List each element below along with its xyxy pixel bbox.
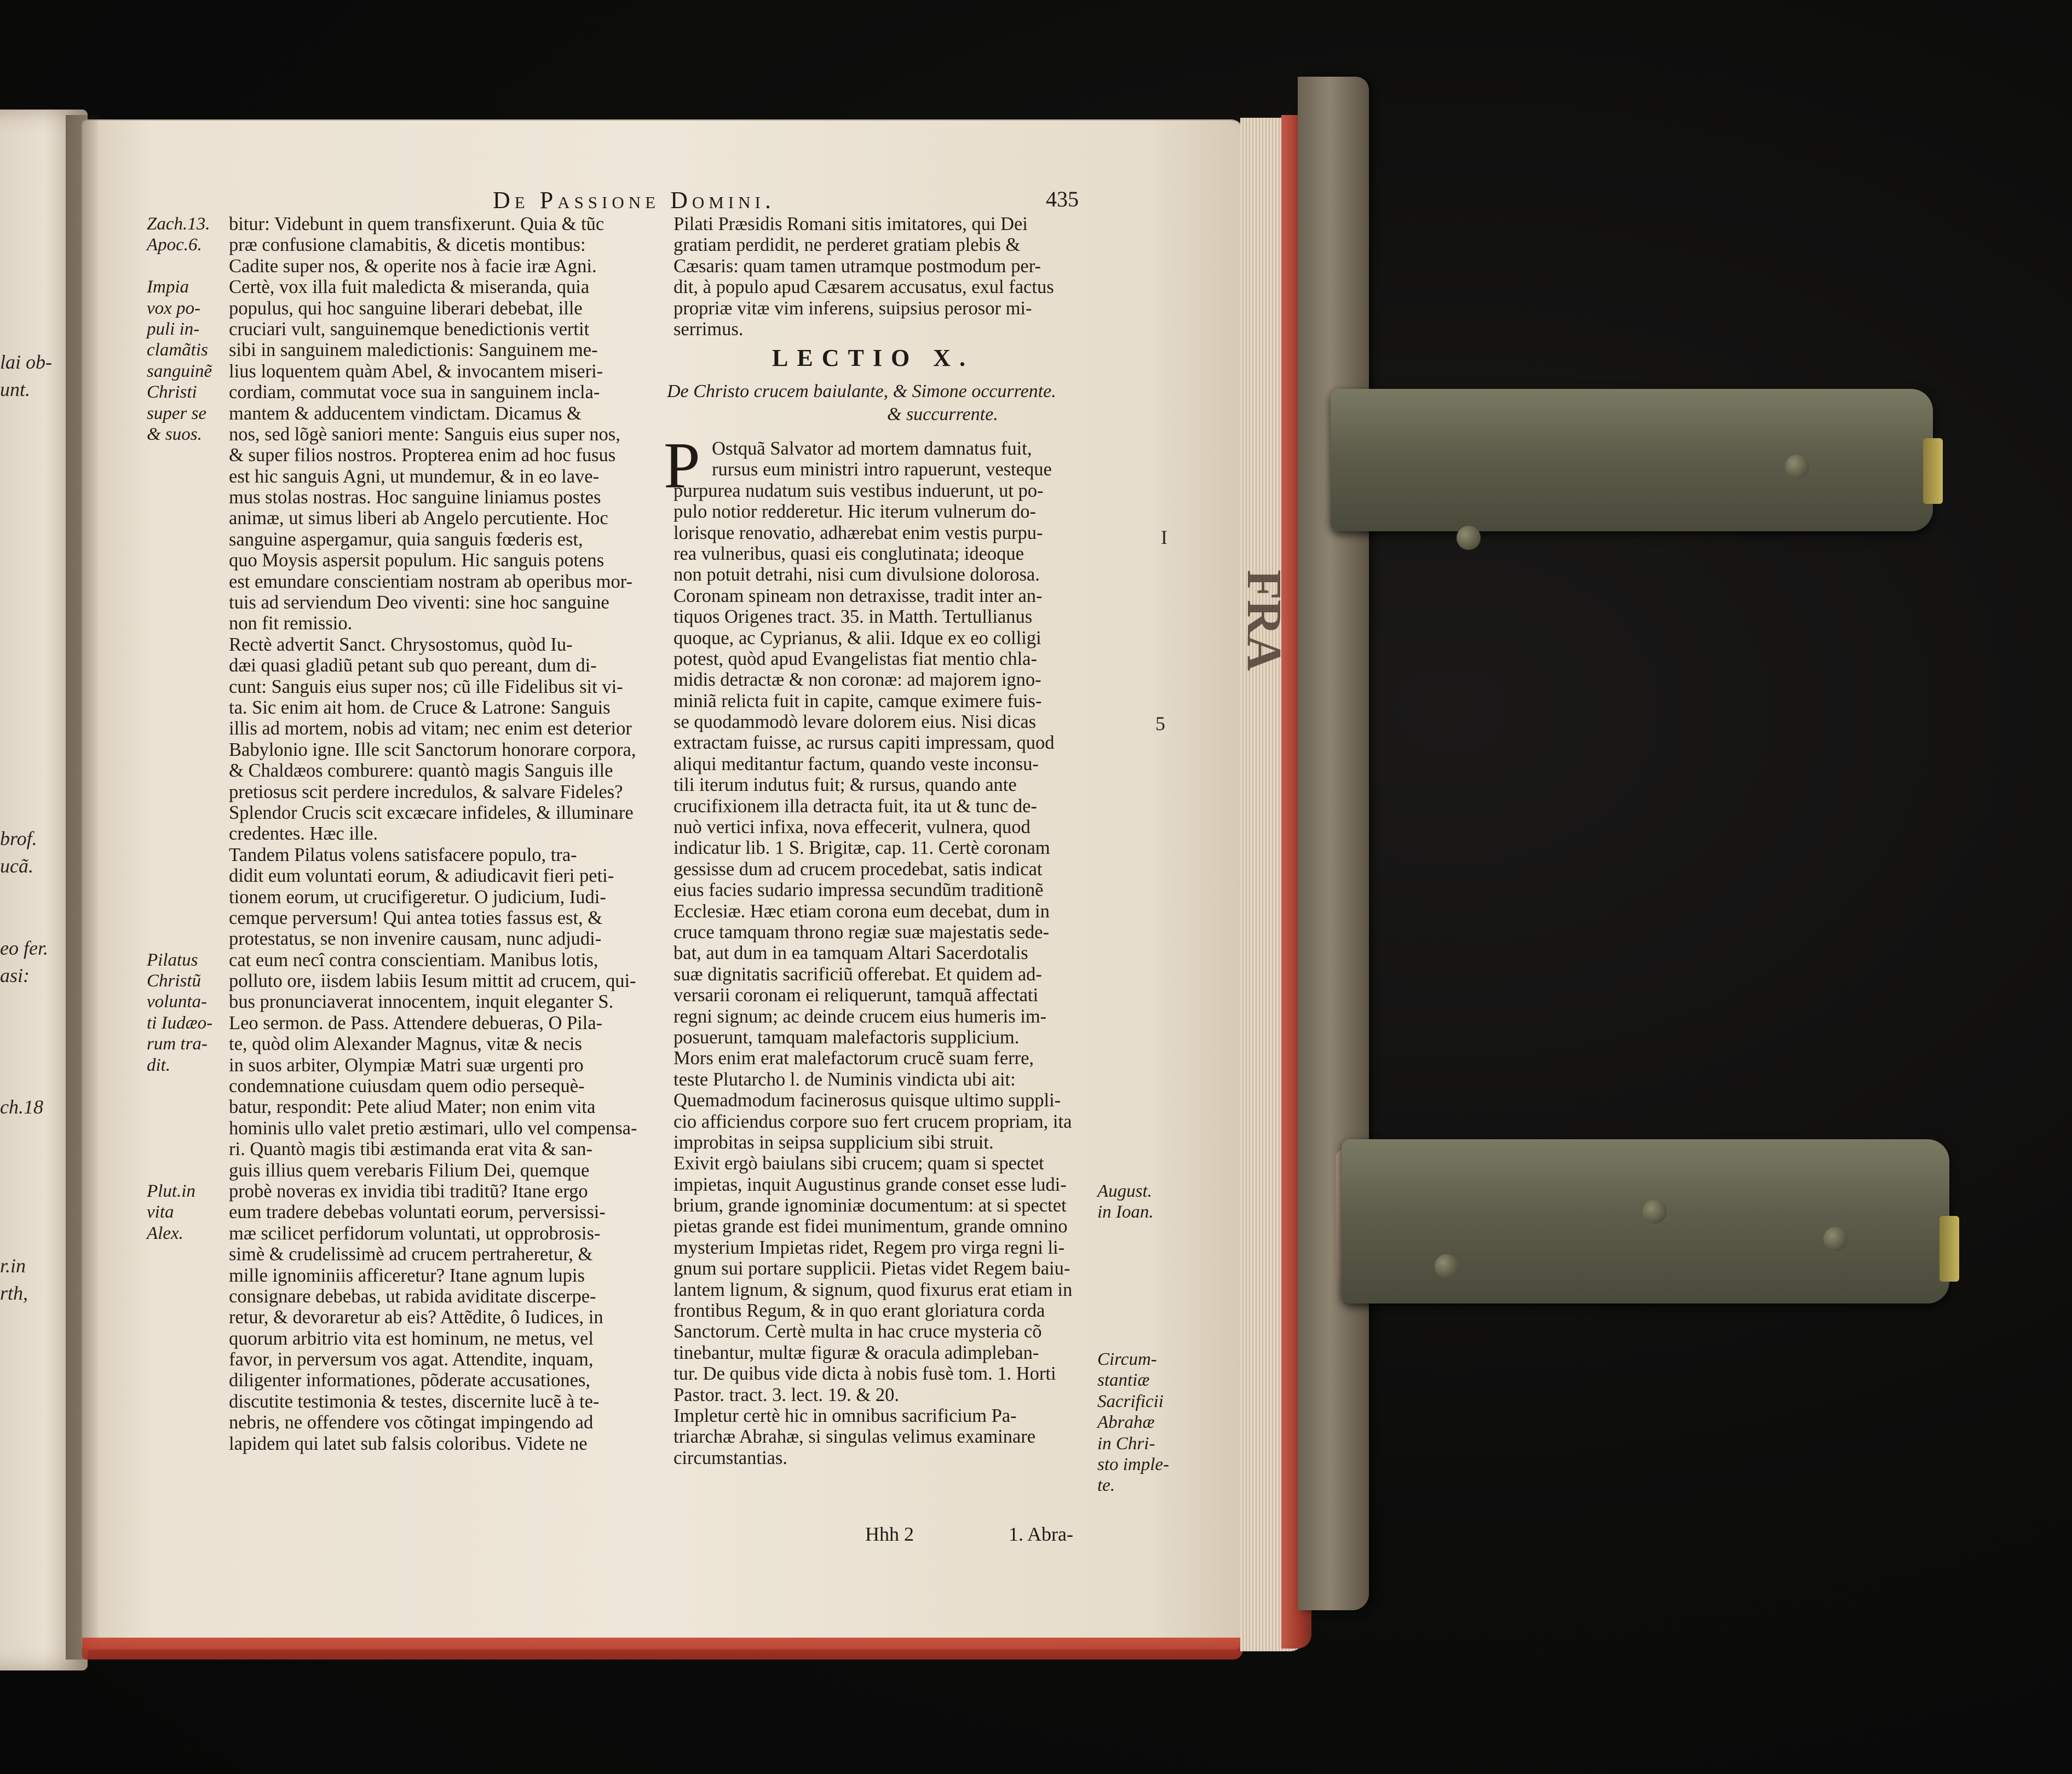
text-line: posuerunt, tamquam malefactoris supplicium.	[674, 1026, 1020, 1048]
rivet	[1785, 455, 1809, 479]
text-line: Quemadmodum facinerosus quisque ultimo suppli-	[674, 1090, 1061, 1111]
text-line: nuò vertici infixa, nova effecerit, vulnera, quod	[674, 817, 1031, 838]
text-line: quoque, ac Cyprianus, & alii. Idque ex eo colligi	[674, 627, 1041, 648]
clasp-upper[interactable]	[1331, 389, 1933, 531]
margin-slot	[1097, 655, 1169, 676]
margin-note: Abrahæ	[1097, 1413, 1155, 1433]
text-line: tur. De quibus vide dicta à nobis fusè tom. 1. Horti	[674, 1363, 1056, 1385]
text-line: Ecclesiæ. Hæc etiam corona eum decebat, dum in	[674, 900, 1050, 922]
margin-slot	[147, 697, 212, 718]
margin-slot	[1097, 823, 1169, 844]
text-line: Pilati Præsidis Romani sitis imitatores, qui Dei	[674, 214, 1028, 234]
margin-slot	[1097, 1076, 1169, 1096]
text-line: quo Moysis aspersit populum. Hic sanguis potens	[229, 550, 605, 571]
bleed-text: r.in	[0, 1255, 26, 1277]
text-line: improbitas in seipsa supplicium sibi struit.	[674, 1132, 994, 1153]
margin-slot	[1097, 928, 1169, 949]
text-line: sanguine aspergamur, quia sanguis fœderis est,	[229, 529, 583, 550]
text-line: favor, in perversum vos agat. Attendite, inquam,	[229, 1349, 594, 1370]
text-line: pretiosus scit perdere incredulos, & salvare Fideles?	[229, 781, 623, 802]
margin-note: ti Iudæo-	[147, 1013, 213, 1033]
text-line: ta. Sic enim ait hom. de Cruce & Latrone: Sanguis	[229, 697, 611, 718]
text-line: protestatus, se non invenire causam, nunc adjudi-	[229, 928, 602, 950]
text-line: Ostquã Salvator ad mortem damnatus fuit,	[712, 438, 1032, 459]
margin-slot	[1097, 550, 1169, 571]
text-line: Sanctorum. Certè multa in hac cruce mysteria cõ	[674, 1321, 1042, 1342]
margin-slot	[147, 256, 212, 277]
margin-slot	[147, 760, 212, 781]
margin-slot	[147, 508, 212, 529]
text-line: condemnatione cuiusdam quem odio persequè-	[229, 1076, 585, 1097]
text-line: in suos arbiter, Olympiæ Matri suæ urgenti pro	[229, 1054, 584, 1076]
margin-slot	[147, 718, 212, 739]
text-line: eius facies sudario impressa secundũm traditionẽ	[674, 880, 1044, 901]
text-line: pietas grande est fidei munimentum, grande omnino	[674, 1216, 1068, 1237]
text-line: nebris, ne offendere vos cõtingat impingendo ad	[229, 1412, 594, 1433]
margin-note: Impia	[147, 277, 189, 297]
text-line: tili iterum indutus fuit; & rursus, quando ante	[674, 774, 1017, 796]
margin-slot	[1097, 1307, 1169, 1328]
signature-mark: Hhh 2	[865, 1523, 914, 1545]
text-column-right-top	[674, 214, 1095, 340]
text-line: tinebantur, multæ figuræ & oracula adimpleban-	[674, 1342, 1039, 1363]
margin-note: vita	[147, 1202, 174, 1222]
margin-slot	[147, 908, 212, 928]
text-line: cat eum necî contra conscientiam. Manibus lotis,	[229, 949, 598, 971]
text-line: gnum sui portare supplicii. Pietas videt Regem baiu-	[674, 1258, 1070, 1279]
text-line: propriæ vitæ vim inferens, suipsius perosor mi-	[674, 297, 1032, 319]
text-line: Cæsaris: quam tamen utramque postmodum per-	[674, 255, 1041, 277]
margin-slot	[1097, 529, 1169, 550]
text-line: dit, à populo apud Cæsarem accusatus, exul factus	[674, 277, 1054, 298]
margin-slot	[1097, 613, 1169, 634]
text-line: & super filios nostros. Propterea enim ad hoc fusus	[229, 445, 616, 466]
text-line: suæ dignitatis sacrificiũ offerebat. Et quidem ad-	[674, 963, 1042, 985]
clasp-tip	[1939, 1216, 1959, 1282]
text-line: impietas, inquit Augustinus grande conset esse ludi-	[674, 1174, 1067, 1195]
text-line: Mors enim erat malefactorum crucẽ suam ferre,	[674, 1048, 1034, 1069]
margin-slot	[1097, 1118, 1169, 1139]
bleed-text: rth,	[0, 1282, 28, 1304]
text-line: indicatur lib. 1 S. Brigitæ, cap. 11. Certè coronam	[674, 837, 1050, 859]
text-line: mysterium Impietas ridet, Regem pro virga regni li-	[674, 1237, 1065, 1258]
text-line: mantem & adducentem vindictam. Dicamus &	[229, 403, 582, 424]
margin-slot	[1097, 424, 1169, 445]
margin-slot	[147, 571, 212, 592]
margin-slot	[147, 445, 212, 466]
margin-note: dit.	[147, 1055, 171, 1075]
text-line: gratiam perdidit, ne perderet gratiam plebis &	[674, 234, 1021, 256]
margin-slot	[147, 887, 212, 908]
margin-slot	[1097, 676, 1169, 697]
margin-note: vox po-	[147, 298, 201, 318]
text-line: teste Plutarcho l. de Numinis vindicta ubi ait:	[674, 1069, 1016, 1090]
section-subtitle: De Christo crucem baiulante, & Simone occurrente.	[667, 381, 1056, 401]
cover-board	[1237, 77, 1369, 1610]
text-line: quorum arbitrio vita est hominum, ne metus, vel	[229, 1328, 594, 1349]
text-line: cio afficiendus corpore suo fert crucem propriam, ita	[674, 1111, 1072, 1132]
margin-note: in Ioan.	[1097, 1202, 1154, 1222]
text-line: sibi in sanguinem maledictionis: Sanguinem me-	[229, 340, 598, 361]
margin-slot	[1097, 1328, 1169, 1349]
margin-slot	[147, 739, 212, 760]
margin-slot	[147, 613, 212, 634]
text-line: est emundare conscientiam nostram ab operibus mor-	[229, 571, 632, 592]
margin-slot	[1097, 950, 1169, 971]
text-line: purpurea nudatum suis vestibus induerunt, ut po-	[674, 480, 1044, 501]
margin-slot	[147, 529, 212, 550]
margin-slot	[147, 782, 212, 802]
margin-note: Christi	[147, 382, 197, 403]
text-line: retur, & devoraretur ab eis? Attẽdite, ô Iudices, in	[229, 1307, 603, 1328]
text-column-right-body	[674, 438, 1095, 1468]
text-line: tiquos Origenes tract. 35. in Matth. Tertullianus	[674, 606, 1033, 628]
text-line: tuis ad serviendum Deo viventi: sine hoc sanguine	[229, 592, 609, 613]
margin-notes-right	[1097, 214, 1169, 1496]
text-line: cruciari vult, sanguinemque benedictionis vertit	[229, 318, 590, 340]
margin-notes-left	[147, 214, 212, 1244]
cover-mark: FRA	[1237, 570, 1291, 671]
margin-note: sanguinẽ	[147, 361, 212, 381]
drop-capital: P	[664, 429, 700, 502]
margin-slot	[1097, 1223, 1169, 1244]
text-line: aliqui meditantur factum, quando veste inconsu-	[674, 753, 1039, 774]
margin-slot	[1097, 1286, 1169, 1307]
margin-slot	[147, 1139, 212, 1159]
edge-mark: I	[1161, 526, 1167, 548]
margin-slot	[147, 802, 212, 823]
margin-slot	[1097, 991, 1169, 1012]
text-line: lantem lignum, & signum, quod fixurus erat etiam in	[674, 1279, 1073, 1300]
text-line: triarchæ Abrahæ, si singulas velimus examinare	[674, 1426, 1036, 1448]
page-number: 435	[1046, 187, 1079, 211]
text-line: rea vulneribus, quasi eis conglutinata; ideoque	[674, 543, 1024, 564]
text-line: non potuit detrahi, nisi cum divulsione dolorosa.	[674, 564, 1040, 585]
margin-slot	[147, 1096, 212, 1117]
margin-slot	[1097, 1055, 1169, 1076]
margin-slot	[147, 928, 212, 949]
text-line: potest, quòd apud Evangelistas fiat mentio chla-	[674, 648, 1037, 669]
gutter-shadow	[66, 115, 99, 1660]
text-line: hominis ullo valet pretio æstimari, ullo vel compensa-	[229, 1117, 637, 1139]
margin-slot	[147, 1160, 212, 1181]
text-line: ri. Quantò magis tibi æstimanda erat vita & san-	[229, 1139, 592, 1160]
rivet	[1823, 1227, 1847, 1251]
margin-slot	[1097, 1013, 1169, 1034]
margin-note: volunta-	[147, 992, 207, 1012]
text-line: bus pronunciaverat innocentem, inquit eleganter S.	[229, 991, 614, 1013]
text-line: se quodammodò levare dolorem eius. Nisi dicas	[674, 711, 1037, 733]
margin-slot	[1097, 802, 1169, 823]
margin-note: August.	[1097, 1181, 1152, 1201]
margin-slot	[147, 865, 212, 886]
text-line: polluto ore, iisdem labiis Iesum mittit ad crucem, qui-	[229, 971, 636, 992]
margin-slot	[1097, 887, 1169, 908]
margin-slot	[1097, 382, 1169, 403]
margin-slot	[147, 487, 212, 508]
margin-slot	[1097, 865, 1169, 886]
text-line: serrimus.	[674, 318, 744, 340]
text-line: guis illius quem verebaris Filium Dei, quemque	[229, 1159, 590, 1181]
text-line: gessisse dum ad crucem procedebat, satis indicat	[674, 858, 1043, 880]
text-line: lapidem qui latet sub falsis coloribus. Videte ne	[229, 1433, 588, 1454]
margin-note: super se	[147, 403, 207, 423]
page-red-edge	[82, 1638, 1243, 1660]
text-line: mæ scilicet perfidorum voluntati, ut opprobrosis-	[229, 1222, 601, 1244]
section-heading: LECTIO X.	[772, 345, 974, 371]
text-line: & Chaldæos comburere: quantò magis Sanguis ille	[229, 760, 613, 782]
text-line: midis detractæ & non coronæ: ad majorem igno-	[674, 669, 1041, 691]
bleed-text: ch.18	[0, 1096, 43, 1118]
text-line: consignare debebas, ut rabida aviditate discerpe-	[229, 1285, 596, 1307]
margin-slot	[147, 634, 212, 655]
margin-note: Alex.	[147, 1223, 183, 1243]
bleed-text: unt.	[0, 378, 31, 400]
text-line: est hic sanguis Agni, ut mundemur, & in eo lave-	[229, 466, 600, 487]
margin-slot	[147, 823, 212, 844]
margin-slot	[1097, 466, 1169, 487]
text-line: pulo notior redderetur. Hic iterum vulnerum do-	[674, 501, 1037, 523]
text-line: batur, respondit: Pete aliud Mater; non enim vita	[229, 1096, 596, 1118]
margin-slot	[1097, 782, 1169, 802]
text-line: cemque perversum! Qui antea toties fassus est, &	[229, 907, 603, 928]
text-line: rursus eum ministri intro rapuerunt, vesteque	[712, 459, 1052, 480]
text-line: Rectè advertit Sanct. Chrysostomus, quòd Iu-	[229, 634, 573, 655]
margin-slot	[1097, 214, 1169, 234]
text-line: Pastor. tract. 3. lect. 19. & 20.	[674, 1384, 900, 1405]
margin-slot	[1097, 845, 1169, 865]
text-line: Coronam spineam non detraxisse, tradit inter an-	[674, 585, 1043, 606]
text-line: frontibus Regum, & in quo erant gloriatura corda	[674, 1300, 1045, 1322]
margin-slot	[1097, 256, 1169, 277]
margin-note: rum tra-	[147, 1034, 208, 1054]
margin-slot	[147, 466, 212, 487]
margin-slot	[1097, 445, 1169, 466]
margin-note: puli in-	[147, 319, 200, 339]
margin-note: sto imple-	[1097, 1455, 1170, 1475]
margin-slot	[1097, 1139, 1169, 1159]
text-line: crucifixionem illa detracta fuit, ita ut & tunc de-	[674, 795, 1037, 817]
margin-slot	[147, 550, 212, 571]
margin-note: Sacrificii	[1097, 1391, 1164, 1411]
margin-note: stantiæ	[1097, 1370, 1150, 1391]
margin-note: Zach.13.	[147, 214, 210, 234]
rivet	[1457, 526, 1481, 550]
margin-slot	[1097, 277, 1169, 297]
bleed-text: brof.	[0, 828, 37, 849]
margin-slot	[1097, 1265, 1169, 1286]
text-column-left	[229, 214, 656, 1454]
margin-slot	[1097, 298, 1169, 319]
clasp-lower[interactable]	[1342, 1139, 1949, 1304]
text-line: lius loquentem quàm Abel, & invocantem miseri-	[229, 360, 603, 382]
bleed-text: ucã.	[0, 855, 33, 877]
margin-slot	[1097, 908, 1169, 928]
text-line: credentes. Hæc ille.	[229, 823, 378, 845]
margin-slot	[1097, 571, 1169, 592]
text-line: simè & crudelissimè ad crucem pertraheretur, &	[229, 1244, 593, 1265]
margin-slot	[1097, 634, 1169, 655]
margin-slot	[1097, 234, 1169, 255]
text-line: regni signum; ac deinde crucem eius humeris im-	[674, 1006, 1047, 1027]
margin-note: te.	[1097, 1476, 1115, 1496]
text-line: dæi quasi gladiũ petant sub quo pereant, dum di-	[229, 655, 597, 676]
text-line: illis ad mortem, nobis ad vitam; nec enim est deterior	[229, 718, 632, 739]
text-line: eum tradere debebas voluntati eorum, perversissi-	[229, 1202, 606, 1223]
rivet	[1435, 1254, 1459, 1278]
edge-mark: 5	[1155, 713, 1165, 734]
text-line: extractam fuisse, ac rursus capiti impressam, quod	[674, 732, 1055, 754]
margin-slot	[1097, 403, 1169, 424]
margin-slot	[1097, 592, 1169, 613]
text-line: Tandem Pilatus volens satisfacere populo, tra-	[229, 844, 577, 865]
text-line: Impletur certè hic in omnibus sacrificium Pa-	[674, 1405, 1017, 1426]
margin-note: Circum-	[1097, 1350, 1157, 1370]
margin-note: in Chri-	[1097, 1433, 1155, 1454]
margin-slot	[1097, 1160, 1169, 1181]
margin-slot	[1097, 340, 1169, 360]
text-line: Certè, vox illa fuit maledicta & miseranda, quia	[229, 277, 590, 298]
margin-slot	[147, 676, 212, 697]
text-line: Exivit ergò baiulans sibi crucem; quam si spectet	[674, 1153, 1044, 1174]
margin-slot	[147, 1076, 212, 1096]
margin-slot	[1097, 971, 1169, 991]
margin-slot	[147, 1118, 212, 1139]
text-line: Leo sermon. de Pass. Attendere debueras, O Pila-	[229, 1012, 603, 1034]
text-line: nos, sed lõgè saniori mente: Sanguis eius super nos,	[229, 423, 620, 445]
margin-slot	[1097, 760, 1169, 781]
running-title: De Passione Domini.	[493, 187, 775, 214]
margin-note: clamãtis	[147, 340, 208, 360]
text-line: animæ, ut simus liberi ab Angelo percutiente. Hoc	[229, 508, 608, 529]
text-line: cordiam, commutat voce sua in sanguinem incla-	[229, 382, 600, 403]
text-line: te, quòd olim Alexander Magnus, vitæ & necis	[229, 1034, 582, 1055]
text-line: cruce tamquam throno regiæ suæ majestatis sede-	[674, 921, 1049, 943]
text-line: bitur: Videbunt in quem transfixerunt. Quia & tũc	[229, 214, 605, 234]
text-line: mille ignominiis afficeretur? Itane agnum lupis	[229, 1265, 585, 1286]
text-line: mus stolas nostras. Hoc sanguine liniamus postes	[229, 487, 601, 508]
text-line: bat, aut dum in ea tamquam Altari Sacerdotalis	[674, 943, 1028, 964]
margin-slot	[1097, 487, 1169, 508]
text-line: brium, grande ignominiæ documentum: at si spectet	[674, 1195, 1067, 1216]
margin-slot	[147, 655, 212, 676]
margin-note: Plut.in	[147, 1181, 195, 1201]
margin-slot	[1097, 1034, 1169, 1054]
section-subtitle: & succurrente.	[887, 404, 998, 424]
text-line: Cadite super nos, & operite nos à facie iræ Agni.	[229, 255, 597, 277]
margin-note: Pilatus	[147, 950, 198, 970]
margin-slot	[1097, 1096, 1169, 1117]
margin-slot	[147, 592, 212, 613]
bleed-text: lai ob-	[0, 351, 52, 373]
margin-slot	[1097, 319, 1169, 340]
text-line: Splendor Crucis scit excæcare infideles, & illuminare	[229, 802, 634, 823]
margin-slot	[147, 845, 212, 865]
text-line: discutite testimonia & testes, discernite lucẽ à te-	[229, 1391, 600, 1412]
text-line: populus, qui hoc sanguine liberari debebat, ille	[229, 297, 583, 319]
text-line: circumstantias.	[674, 1447, 787, 1468]
text-line: non fit remissio.	[229, 613, 353, 634]
text-line: cunt: Sanguis eius super nos; cũ ille Fidelibus sit vi-	[229, 676, 623, 697]
bleed-text: eo fer.	[0, 937, 48, 959]
bleed-text: asi:	[0, 964, 30, 986]
margin-note: Apoc.6.	[147, 235, 202, 255]
margin-note: Christũ	[147, 971, 202, 991]
text-line: diligenter informationes, põderate accusationes,	[229, 1370, 591, 1391]
text-line: Babylonio igne. Ille scit Sanctorum honorare corpora,	[229, 739, 636, 760]
text-line: miniã relicta fuit in capite, camque eximere fuis-	[674, 690, 1042, 711]
text-line: præ confusione clamabitis, & dicetis montibus:	[229, 234, 586, 256]
text-line: tionem eorum, ut crucifigeretur. O judicium, Iudi-	[229, 886, 606, 908]
clasp-tip	[1923, 438, 1943, 504]
margin-slot	[1097, 739, 1169, 760]
margin-slot	[1097, 508, 1169, 529]
text-line: probè noveras ex invidia tibi traditũ? Itane ergo	[229, 1180, 588, 1202]
margin-note: & suos.	[147, 424, 202, 444]
text-line: lorisque renovatio, adhærebat enim vestis purpu-	[674, 522, 1043, 543]
margin-slot	[1097, 1244, 1169, 1265]
catchword: 1. Abra-	[1009, 1523, 1073, 1545]
text-line: versarii coronam ei reliquerunt, tamquã affectati	[674, 985, 1039, 1006]
margin-slot	[1097, 361, 1169, 382]
rivet	[1643, 1199, 1667, 1224]
text-line: didit eum voluntati eorum, & adiudicavit fieri peti-	[229, 865, 614, 887]
